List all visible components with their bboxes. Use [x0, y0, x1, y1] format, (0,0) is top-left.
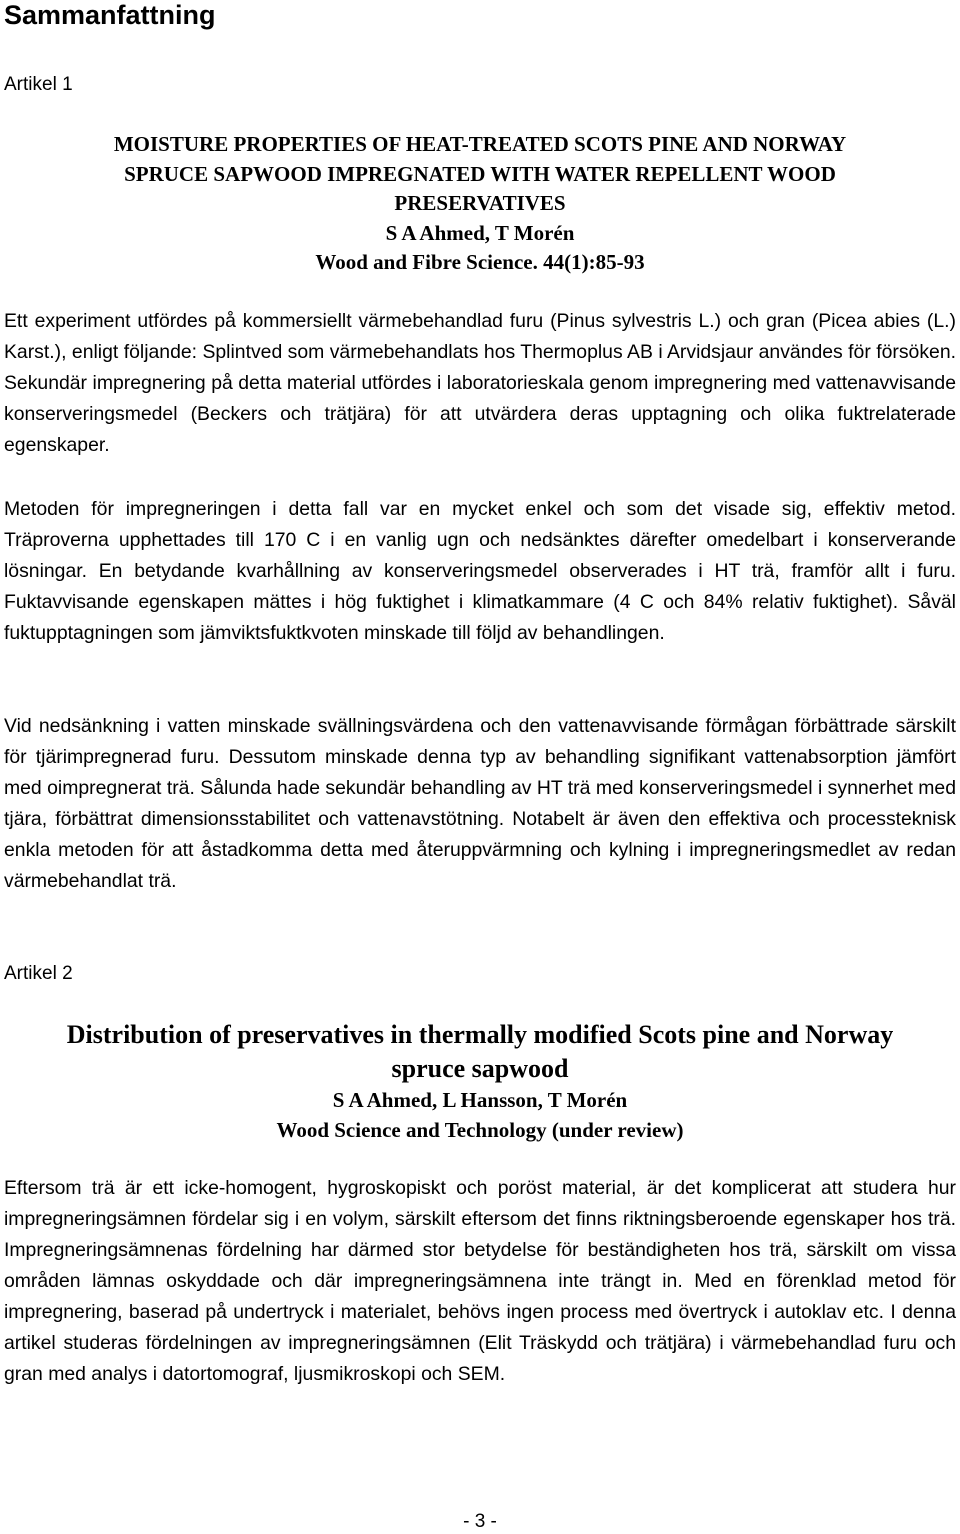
article-1-paragraph-3: Vid nedsänkning i vatten minskade svällningsvärdena och den vattenavvisande förmågan förbättrade särskilt för tjärimpregnerad furu. Dessutom minskade denna typ av behandling signifikant vattenabsorption jämfört med oimpregnerat trä. Sålunda hade sekundär behandling av HT trä med konserveringsmedel i synnerhet med tjära, förbättrat dimensionsstabilitet och vattenavstötning. Notabelt är även den effektiva och processteknisk enkla metoden för att åstadkomma detta med återuppvärmning och kylning i impregneringsmedlet av redan värmebehandlat trä. — [4, 715, 956, 892]
article-2-authors: S A Ahmed, L Hansson, T Morén — [332, 1088, 628, 1112]
article-2-title-line: spruce sapwood — [391, 1054, 569, 1083]
article-1-paragraph-2: Metoden för impregneringen i detta fall var en mycket enkel och som det visade sig, effektiv metod. Träproverna upphettades till 170 C i en vanlig ugn och nedsänktes därefter omedelbart i konserverande lösningar. En betydande kvarhållning av konserveringsmedel observerades i HT trä, framför allt i furu. Fuktavvisande egenskapen mättes i hög fuktighet i klimatkammare (4 C och 84% relativ fuktighet). Såväl fuktupptagningen som jämviktsfuktkvoten minskade till följd av behandlingen. — [4, 498, 956, 644]
article-2-title — [0, 1018, 960, 1086]
article-2-title-line: Distribution of preservatives in thermally modified Scots pine and Norway — [66, 1020, 894, 1049]
article-2-paragraph: Eftersom trä är ett icke-homogent, hygroskopiskt och poröst material, är det komplicerat att studera hur impregneringsämnen fördelar sig i en volym, särskilt eftersom det finns riktningsberoende egenskaper hos trä. Impregneringsämnenas fördelning har därmed stor betydelse för beständigheten hos trä, särskilt om vissa områden lämnas oskyddade och där impregneringsämnena inte trängt in. Med en förenklad metod för impregnering, baserad på undertryck i materialet, behövs ingen process med övertryck i autoklav etc. I denna artikel studeras fördelningen av impregneringsämnen (Elit Träskydd och trätjära) i värmebehandlad furu och gran med analys i datortomograf, ljusmikroskopi och SEM. — [4, 1177, 956, 1385]
article-1-authors: S A Ahmed, T Morén — [385, 220, 575, 245]
article-2-label: Artikel 2 — [4, 963, 73, 984]
page-heading: Sammanfattning — [4, 0, 216, 30]
article-1-title-line: MOISTURE PROPERTIES OF HEAT-TREATED SCOTS PINE AND NORWAY — [113, 132, 847, 156]
article-1-title-line: SPRUCE SAPWOOD IMPREGNATED WITH WATER REPELLENT WOOD — [124, 161, 836, 186]
article-1-title — [0, 130, 960, 219]
article-1-title-line: PRESERVATIVES — [394, 191, 566, 215]
article-2-journal: Wood Science and Technology (under review) — [276, 1118, 684, 1142]
page-number: - 3 - — [463, 1511, 497, 1532]
article-1-paragraph-1: Ett experiment utfördes på kommersiellt värmebehandlad furu (Pinus sylvestris L.) och gran (Picea abies (L.) Karst.), enligt följande: Splintved som värmebehandlats hos Thermoplus AB i Arvidsjaur användes för försöken. Sekundär impregnering på detta material utfördes i laboratorieskala genom impregnering med vattenavvisande konserveringsmedel (Beckers och trätjära) för att utvärdera deras upptagning och olika fuktrelaterade egenskaper. — [4, 310, 956, 456]
article-1-journal: Wood and Fibre Science. 44(1):85-93 — [315, 250, 645, 274]
article-1-label: Artikel 1 — [4, 74, 73, 95]
